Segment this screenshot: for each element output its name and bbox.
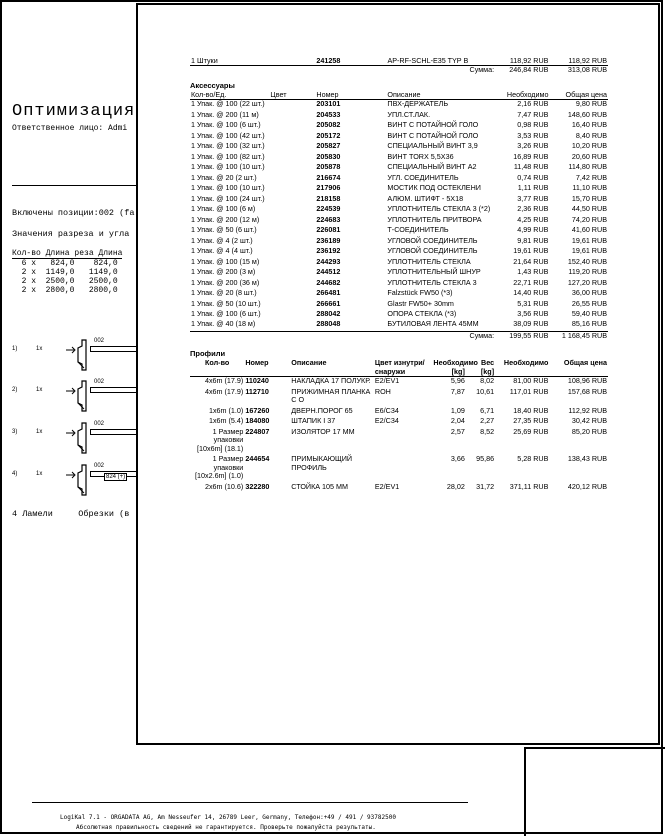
total-cell: 26,55 RUB xyxy=(571,298,607,308)
col-number: Номер xyxy=(244,359,290,376)
number-cell: 217906 xyxy=(316,183,341,193)
bar-quantity: 1x xyxy=(36,429,43,435)
qty-cell: 1x6m (1.0) xyxy=(208,405,244,415)
need-cell: 0,74 RUB xyxy=(517,172,549,182)
number-cell: 244682 xyxy=(316,277,341,287)
sum-row xyxy=(190,66,608,75)
need-cell: 1,43 RUB xyxy=(517,267,549,277)
desc-cell: AP-RF-SCHL-E35 TYP B xyxy=(387,56,469,65)
included-positions: Включены позиции:002 (fa xyxy=(12,208,135,218)
total-cell: 10,20 RUB xyxy=(571,141,607,151)
need-cell: 5,31 RUB xyxy=(517,298,549,308)
qty-cell: 4x6m (17.9) xyxy=(204,386,244,396)
material-list-content xyxy=(190,57,608,493)
color-cell xyxy=(269,289,315,299)
desc-cell: ИЗОЛЯТОР 17 MM xyxy=(291,426,355,436)
table-row xyxy=(190,455,608,482)
need-cell: 2,16 RUB xyxy=(517,99,549,109)
bar-diagram xyxy=(12,338,138,374)
qty-cell: 1 Размер упаковки [10x6m] (18.1) xyxy=(196,426,244,453)
qty-cell: 1 Упак. @ 20 (2 шт.) xyxy=(191,172,257,182)
need-kg-cell: 5,96 xyxy=(450,376,465,386)
qty-cell: 4x6m (17.9) xyxy=(204,376,244,386)
number-cell: 244512 xyxy=(316,267,341,277)
report-title: Оптимизация xyxy=(12,102,136,121)
weight-cell: 31,72 xyxy=(476,481,495,491)
col-desc: Описание xyxy=(386,91,495,100)
total-cell: 36,00 RUB xyxy=(571,288,607,298)
bar-quantity: 1x xyxy=(36,471,43,477)
number-cell: 236189 xyxy=(316,235,341,245)
bar-diagram xyxy=(12,421,138,457)
need-kg-cell: 28,02 xyxy=(446,481,465,491)
color-cell xyxy=(269,216,315,226)
desc-cell: УГЛОВОЙ СОЕДИНИТЕЛЬ xyxy=(387,235,478,245)
sum-need: 246,84 RUB xyxy=(495,66,549,75)
qty-cell: 1 Упак. @ 200 (3 м) xyxy=(191,267,256,277)
total-cell: 19,61 RUB xyxy=(571,235,607,245)
number-cell: 236192 xyxy=(316,246,341,256)
need-cell: 371,11 RUB xyxy=(509,481,549,491)
col-color: Цвет изнутри/снаружи xyxy=(374,359,433,376)
need-cell: 27,35 RUB xyxy=(513,416,549,426)
weight-cell: 6,71 xyxy=(480,405,495,415)
qty-cell: 1 Упак. @ 200 (11 м) xyxy=(191,109,259,119)
cuts-title: Значения разреза и угла xyxy=(12,229,130,239)
table-row xyxy=(190,289,608,299)
sum-need: 199,55 RUB xyxy=(495,331,549,340)
footer-company-line: LogiKal 7.1 - ORGADATA AG, Am Nesseufer 14, 26789 Leer, Germany, Телефон:+49 / 491 / 93782500 xyxy=(60,814,396,821)
cut-row: 2 x 1149,0 1149,0 xyxy=(12,268,118,277)
need-cell: 5,28 RUB xyxy=(517,454,549,464)
number-cell: 226081 xyxy=(316,225,341,235)
col-total: Общая цена xyxy=(549,91,608,100)
desc-cell: Glastr FW50+ 30mm xyxy=(387,298,454,308)
profile-section-icon xyxy=(60,463,90,497)
profiles-body xyxy=(190,377,608,493)
need-cell: 25,69 RUB xyxy=(513,426,549,436)
need-cell: 1,11 RUB xyxy=(517,183,549,193)
weight-cell: 8,02 xyxy=(480,376,495,386)
color-cell xyxy=(269,300,315,310)
color-cell xyxy=(269,153,315,163)
col-number: Номер xyxy=(315,91,386,100)
qty-cell: 1 Упак. @ 4 (4 шт.) xyxy=(191,246,253,256)
qty-cell: 1 Упак. @ 200 (36 м) xyxy=(191,277,260,287)
color-cell xyxy=(269,320,315,331)
corner-box xyxy=(524,747,665,836)
table-row xyxy=(190,268,608,278)
total-cell: 119,20 RUB xyxy=(568,267,607,277)
need-cell: 14,40 RUB xyxy=(513,288,549,298)
accessories-title: Аксессуары xyxy=(190,80,235,90)
total-cell: 9,80 RUB xyxy=(575,99,607,109)
col-need-kg: Необходимо [kg] xyxy=(433,358,478,376)
number-cell: 322280 xyxy=(245,481,270,491)
color-cell: E2/C34 xyxy=(374,416,399,426)
desc-cell: ОПОРА СТЕКЛА (*3) xyxy=(387,308,457,318)
sum-label: Сумма: xyxy=(386,66,495,75)
color-cell xyxy=(269,237,315,247)
desc-cell: УПЛОТНИТЕЛЬ СТЕКЛА xyxy=(387,256,471,266)
total-cell: 74,20 RUB xyxy=(571,214,607,224)
total-cell: 85,16 RUB xyxy=(571,319,607,329)
profile-section-icon xyxy=(60,338,90,372)
bar-label: 002 xyxy=(94,338,105,344)
need-cell: 3,56 RUB xyxy=(517,308,549,318)
total-cell: 44,50 RUB xyxy=(571,204,607,214)
total-cell: 420,12 RUB xyxy=(567,481,607,491)
weight-cell: 2,27 xyxy=(480,416,495,426)
total-cell: 108,96 RUB xyxy=(567,376,607,386)
lamella-summary: 4 Ламели Обрезки (в xyxy=(12,509,130,519)
bar-sublabel: 824 (+) xyxy=(106,474,126,480)
weight-cell: 8,52 xyxy=(480,426,495,436)
desc-cell: АЛЮМ. ШТИФТ - 5X18 xyxy=(387,193,464,203)
col-qty: Кол-во/Ед. xyxy=(190,91,269,100)
col-need: Необходимо xyxy=(495,359,549,376)
qty-cell: 1 Упак. @ 100 (10 шт.) xyxy=(191,162,265,172)
total-cell: 148,60 RUB xyxy=(567,109,607,119)
total-cell: 157,68 RUB xyxy=(567,386,607,396)
col-total: Общая цена xyxy=(549,359,608,376)
need-cell: 19,61 RUB xyxy=(513,246,549,256)
total-cell: 7,42 RUB xyxy=(575,172,607,182)
color-cell xyxy=(374,428,433,455)
color-cell xyxy=(269,184,315,194)
material-list-page xyxy=(136,3,660,745)
qty-cell: 1 Штуки xyxy=(191,56,218,65)
col-desc: Описание xyxy=(290,359,374,376)
number-cell: 205878 xyxy=(316,162,341,172)
table-row xyxy=(190,428,608,455)
qty-cell: 1 Упак. @ 50 (6 шт.) xyxy=(191,225,257,235)
need-cell: 16,89 RUB xyxy=(513,151,549,161)
color-cell xyxy=(269,226,315,236)
desc-cell: УПЛОТНИТЕЛЬ СТЕКЛА 3 xyxy=(387,277,477,287)
need-cell: 3,53 RUB xyxy=(517,130,549,140)
number-cell: 266481 xyxy=(316,288,341,298)
bar-number: 1) xyxy=(12,346,18,352)
cut-table-header: Кол-во Длина реза Длина xyxy=(12,249,123,258)
table-row xyxy=(190,483,608,493)
color-cell xyxy=(269,142,315,152)
total-cell: 8,40 RUB xyxy=(575,130,607,140)
desc-cell: НАКЛАДКА 17 ПОЛУКР. xyxy=(291,376,371,386)
sum-total: 1 168,45 RUB xyxy=(549,331,608,340)
total-cell: 85,20 RUB xyxy=(571,426,607,436)
weight-cell: 10,61 xyxy=(476,386,495,396)
footer-divider xyxy=(32,802,468,803)
accessories-table xyxy=(190,91,608,341)
need-kg-cell: 1,09 xyxy=(450,405,465,415)
desc-cell: БУТИЛОВАЯ ЛЕНТА 45MM xyxy=(387,319,479,329)
total-cell: 127,20 RUB xyxy=(567,277,607,287)
profiles-header xyxy=(190,359,608,376)
qty-cell: 1 Упак. @ 100 (22 шт.) xyxy=(191,99,265,109)
bar-label: 002 xyxy=(94,421,105,427)
qty-cell: 1 Упак. @ 4 (2 шт.) xyxy=(191,235,253,245)
qty-cell: 1 Упак. @ 100 (32 шт.) xyxy=(191,141,265,151)
need-cell: 9,81 RUB xyxy=(517,235,549,245)
desc-cell: ПВХ-ДЕРЖАТЕЛЬ xyxy=(387,99,449,109)
weight-cell: 95,86 xyxy=(476,454,495,464)
cut-row: 2 x 2500,0 2500,0 xyxy=(12,277,118,286)
color-cell xyxy=(269,111,315,121)
qty-cell: 1 Упак. @ 40 (18 м) xyxy=(191,319,256,329)
number-cell: 241258 xyxy=(316,56,341,65)
desc-cell: СПЕЦИАЛЬНЫЙ ВИНТ 3,9 xyxy=(387,141,478,151)
color-cell: E2/EV1 xyxy=(374,376,400,386)
color-cell xyxy=(269,100,315,111)
number-cell: 205082 xyxy=(316,120,341,130)
color-cell xyxy=(269,310,315,320)
number-cell: 224807 xyxy=(245,426,270,436)
need-cell: 4,25 RUB xyxy=(517,214,549,224)
color-cell xyxy=(269,174,315,184)
need-cell: 21,64 RUB xyxy=(513,256,549,266)
footer-disclaimer: Абсолютная правильность сведений не гарантируется. Проверьте пожалуйста результаты. xyxy=(76,824,376,831)
accessories-body xyxy=(190,100,608,332)
number-cell: 266661 xyxy=(316,298,341,308)
desc-cell: Т-СОЕДИНИТЕЛЬ xyxy=(387,225,449,235)
col-qty: Кол-во xyxy=(190,359,244,376)
number-cell: 204533 xyxy=(316,109,341,119)
need-kg-cell: 7,87 xyxy=(450,386,465,396)
number-cell: 244654 xyxy=(245,454,270,464)
qty-cell: 1 Упак. @ 20 (8 шт.) xyxy=(191,288,257,298)
color-cell xyxy=(269,163,315,173)
total-cell: 138,43 RUB xyxy=(567,454,607,464)
profiles-title: Профили xyxy=(190,349,226,359)
qty-cell: 2x6m (10.6) xyxy=(204,481,244,491)
qty-cell: 1 Упак. @ 100 (6 шт.) xyxy=(191,120,261,130)
total-cell: 59,40 RUB xyxy=(571,308,607,318)
color-cell xyxy=(269,247,315,257)
top-item-table xyxy=(190,57,608,75)
profile-section-icon xyxy=(60,379,90,413)
cut-row: 6 x 824,0 824,0 xyxy=(12,259,118,268)
need-cell: 11,48 RUB xyxy=(513,162,549,172)
desc-cell: ПРИМЫКАЮЩИЙ ПРОФИЛЬ xyxy=(291,454,353,472)
number-cell: 288048 xyxy=(316,319,341,329)
bar-label: 002 xyxy=(94,379,105,385)
bar-quantity: 1x xyxy=(36,387,43,393)
color-cell xyxy=(269,195,315,205)
bar-diagram xyxy=(12,463,138,499)
color-cell xyxy=(269,205,315,215)
number-cell: 288042 xyxy=(316,308,341,318)
number-cell: 224539 xyxy=(316,204,341,214)
need-cell: 3,77 RUB xyxy=(517,193,549,203)
qty-cell: 1 Упак. @ 100 (82 шт.) xyxy=(191,151,265,161)
number-cell: 216674 xyxy=(316,172,341,182)
qty-cell: 1 Размер упаковки [10x2.6m] (1.0) xyxy=(194,454,244,481)
desc-cell: СПЕЦИАЛЬНЫЙ ВИНТ А2 xyxy=(387,162,477,172)
number-cell: 218158 xyxy=(316,193,341,203)
table-row xyxy=(190,247,608,257)
need-cell: 18,40 RUB xyxy=(513,405,549,415)
number-cell: 184080 xyxy=(245,416,270,426)
number-cell: 205172 xyxy=(316,130,341,140)
desc-cell: ПРИЖИМНАЯ ПЛАНКА С О xyxy=(291,386,371,405)
divider xyxy=(12,185,138,186)
need-cell: 118,92 RUB xyxy=(509,56,549,65)
need-cell: 117,01 RUB xyxy=(509,386,549,396)
need-cell: 22,71 RUB xyxy=(513,277,549,287)
qty-cell: 1 Упак. @ 200 (12 м) xyxy=(191,214,260,224)
sum-row xyxy=(190,331,608,340)
color-cell xyxy=(269,132,315,142)
need-cell: 3,26 RUB xyxy=(517,141,549,151)
cut-row: 2 x 2800,0 2800,0 xyxy=(12,286,118,295)
col-need: Необходимо xyxy=(495,91,549,100)
qty-cell: 1 Упак. @ 100 (42 шт.) xyxy=(191,130,265,140)
color-cell: E6/C34 xyxy=(374,405,399,415)
bar-number: 4) xyxy=(12,471,18,477)
number-cell: 205830 xyxy=(316,151,341,161)
number-cell: 205827 xyxy=(316,141,341,151)
bar-number: 3) xyxy=(12,429,18,435)
profiles-table xyxy=(190,359,608,493)
desc-cell: ДВЕРН.ПОРОГ 65 xyxy=(291,405,353,415)
color-cell: ROH xyxy=(374,386,391,396)
number-cell: 112710 xyxy=(245,386,269,396)
bar-label: 002 xyxy=(94,463,105,469)
color-cell xyxy=(269,268,315,278)
responsible-person: Ответственное лицо: Admi xyxy=(12,124,128,133)
col-weight: Вес [kg] xyxy=(466,359,495,376)
table-row xyxy=(190,320,608,331)
need-kg-cell: 2,04 xyxy=(450,416,465,426)
color-cell xyxy=(269,121,315,131)
number-cell: 224683 xyxy=(316,214,341,224)
color-cell xyxy=(374,455,433,482)
total-cell: 41,60 RUB xyxy=(571,225,607,235)
qty-cell: 1 Упак. @ 100 (15 м) xyxy=(191,256,260,266)
bar-quantity: 1x xyxy=(36,346,43,352)
total-cell: 112,92 RUB xyxy=(568,405,607,415)
desc-cell: УПЛОТНИТЕЛЬ ПРИТВОРА xyxy=(387,214,482,224)
profile-section-icon xyxy=(60,421,90,455)
sum-label: Сумма: xyxy=(386,331,495,340)
desc-cell: УПЛОТНИТЕЛЬ СТЕКЛА 3 (*2) xyxy=(387,204,491,214)
total-cell: 19,61 RUB xyxy=(571,246,607,256)
number-cell: 244293 xyxy=(316,256,341,266)
color-cell xyxy=(269,279,315,289)
qty-cell: 1 Упак. @ 100 (6 м) xyxy=(191,204,256,214)
qty-cell: 1 Упак. @ 100 (24 шт.) xyxy=(191,193,265,203)
desc-cell: СТОЙКА 105 MM xyxy=(291,481,349,491)
qty-cell: 1 Упак. @ 100 (10 шт.) xyxy=(191,183,265,193)
qty-cell: 1x6m (5.4) xyxy=(208,416,244,426)
need-cell: 7,47 RUB xyxy=(517,109,549,119)
total-cell: 118,92 RUB xyxy=(568,56,607,65)
qty-cell: 1 Упак. @ 100 (6 шт.) xyxy=(191,308,261,318)
color-cell xyxy=(269,258,315,268)
bar-diagram xyxy=(12,379,138,415)
desc-cell: Falzstück FW50 (*3) xyxy=(387,288,453,298)
color-cell: E2/EV1 xyxy=(374,481,400,491)
col-color: Цвет xyxy=(269,91,315,100)
desc-cell: УПЛОТНИТЕЛЬНЫЙ ШНУР xyxy=(387,267,481,277)
desc-cell: МОСТИК ПОД ОСТЕКЛЕНИ xyxy=(387,183,481,193)
number-cell: 110240 xyxy=(245,376,269,386)
desc-cell: ВИНТ С ПОТАЙНОЙ ГОЛО xyxy=(387,130,479,140)
need-kg-cell: 3,66 xyxy=(450,454,465,464)
need-cell: 38,09 RUB xyxy=(513,319,549,329)
total-cell: 114,80 RUB xyxy=(568,162,607,172)
need-cell: 4,99 RUB xyxy=(517,225,549,235)
desc-cell: УГЛОВОЙ СОЕДИНИТЕЛЬ xyxy=(387,246,478,256)
total-cell: 15,70 RUB xyxy=(571,193,607,203)
qty-cell: 1 Упак. @ 50 (10 шт.) xyxy=(191,298,261,308)
desc-cell: УГЛ. СОЕДИНИТЕЛЬ xyxy=(387,172,459,182)
total-cell: 16,40 RUB xyxy=(571,120,607,130)
need-cell: 0,98 RUB xyxy=(517,120,549,130)
desc-cell: ШТАПИК I 37 xyxy=(291,416,336,426)
total-cell: 11,10 RUB xyxy=(572,183,607,193)
need-cell: 81,00 RUB xyxy=(513,376,549,386)
desc-cell: ВИНТ TORX 5,5X36 xyxy=(387,151,454,161)
desc-cell: УПЛ.СТ.ЛАК. xyxy=(387,109,431,119)
bar-number: 2) xyxy=(12,387,18,393)
need-kg-cell: 2,57 xyxy=(450,426,465,436)
total-cell: 30,42 RUB xyxy=(571,416,607,426)
number-cell: 203101 xyxy=(316,99,341,109)
sum-total: 313,08 RUB xyxy=(549,66,608,75)
need-cell: 2,36 RUB xyxy=(517,204,549,214)
table-row xyxy=(190,388,608,407)
total-cell: 20,60 RUB xyxy=(571,151,607,161)
desc-cell: ВИНТ С ПОТАЙНОЙ ГОЛО xyxy=(387,120,479,130)
total-cell: 152,40 RUB xyxy=(567,256,607,266)
number-cell: 167260 xyxy=(245,405,270,415)
